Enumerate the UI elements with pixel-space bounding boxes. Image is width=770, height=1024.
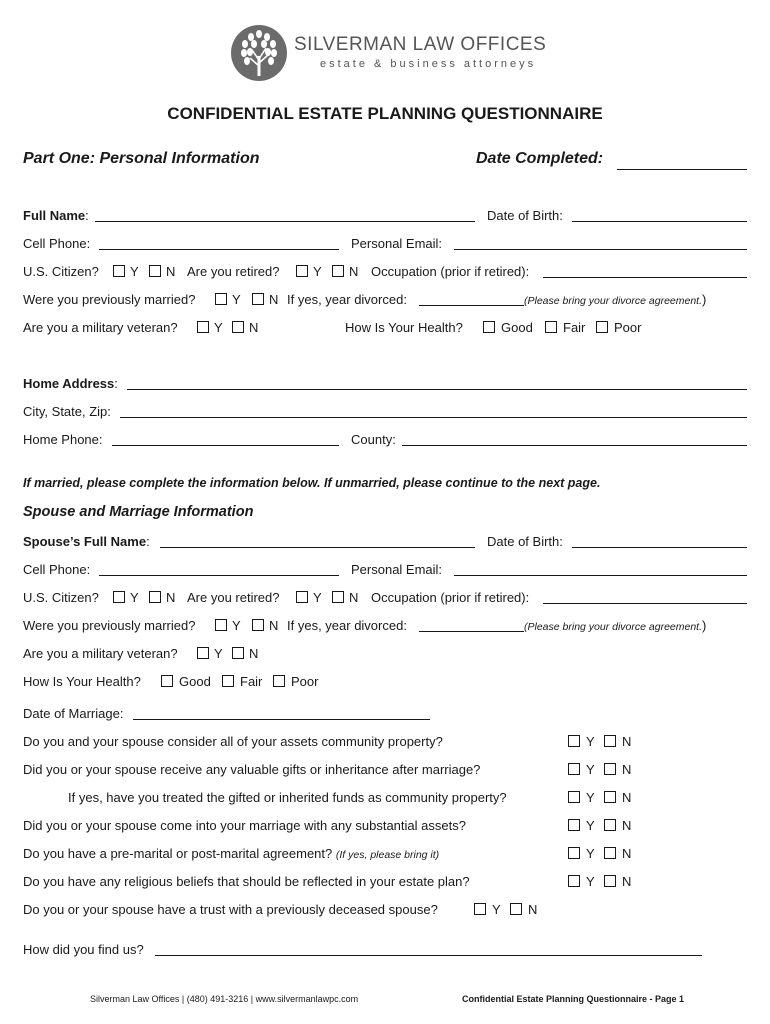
tree-icon <box>230 22 288 84</box>
question-yes-checkbox[interactable] <box>568 847 580 859</box>
yes-label: Y <box>214 646 223 661</box>
spouse-citizen-yes-checkbox[interactable] <box>113 591 125 603</box>
yes-label: Y <box>586 790 595 805</box>
spouse-health-fair-checkbox[interactable] <box>222 675 234 687</box>
home-address-label: Home Address: <box>23 376 118 391</box>
no-label: N <box>166 264 176 279</box>
no-label: N <box>528 902 538 917</box>
spouse-occupation-field[interactable] <box>543 603 747 604</box>
spouse-prev-married-yes-checkbox[interactable] <box>215 619 227 631</box>
question-yes-checkbox[interactable] <box>568 875 580 887</box>
personal-email-field[interactable] <box>454 249 747 250</box>
good-label: Good <box>179 674 211 689</box>
yes-label: Y <box>586 874 595 889</box>
veteran-no-checkbox[interactable] <box>232 321 244 333</box>
question-no-checkbox[interactable] <box>604 875 616 887</box>
no-label: N <box>349 590 359 605</box>
spouse-veteran-no-checkbox[interactable] <box>232 647 244 659</box>
yes-label: Y <box>232 292 241 307</box>
yes-label: Y <box>586 846 595 861</box>
no-label: N <box>166 590 176 605</box>
footer-page-label: Confidential Estate Planning Questionnaire - Page 1 <box>462 994 685 1004</box>
question-text: Did you or your spouse receive any valuable gifts or inheritance after marriage? <box>23 762 481 777</box>
question-no-checkbox[interactable] <box>604 847 616 859</box>
county-label: County: <box>351 432 396 447</box>
full-name-field[interactable] <box>95 221 475 222</box>
spouse-dob-field[interactable] <box>572 547 747 548</box>
personal-email-label: Personal Email: <box>351 236 443 251</box>
yes-label: Y <box>586 762 595 777</box>
divorce-note: (Please bring your divorce agreement.) <box>524 292 707 307</box>
home-address-field[interactable] <box>127 389 747 390</box>
no-label: N <box>622 818 632 833</box>
spouse-veteran-label: Are you a military veteran? <box>23 646 178 661</box>
question-row <box>0 843 770 865</box>
footer-contact: Silverman Law Offices | (480) 491-3216 | www.silvermanlawpc.com <box>90 994 359 1004</box>
no-label: N <box>622 790 632 805</box>
spouse-cell-phone-field[interactable] <box>99 575 339 576</box>
spouse-previously-married-label: Were you previously married? <box>23 618 196 633</box>
date-completed-field[interactable] <box>617 169 747 170</box>
no-label: N <box>622 846 632 861</box>
question-text: Do you or your spouse have a trust with a previously deceased spouse? <box>23 902 438 917</box>
previously-married-label: Were you previously married? <box>23 292 196 307</box>
page-title: CONFIDENTIAL ESTATE PLANNING QUESTIONNAIRE <box>167 104 603 123</box>
year-divorced-label: If yes, year divorced: <box>287 292 407 307</box>
fair-label: Fair <box>563 320 586 335</box>
good-label: Good <box>501 320 533 335</box>
spouse-retired-label: Are you retired? <box>187 590 280 605</box>
veteran-yes-checkbox[interactable] <box>197 321 209 333</box>
yes-label: Y <box>214 320 223 335</box>
health-good-checkbox[interactable] <box>483 321 495 333</box>
question-text: Do you have any religious beliefs that should be reflected in your estate plan? <box>23 874 470 889</box>
question-text: Do you and your spouse consider all of your assets community property? <box>23 734 443 749</box>
no-label: N <box>622 874 632 889</box>
spouse-heading: Spouse and Marriage Information <box>23 504 254 520</box>
question-row <box>0 787 770 809</box>
spouse-health-good-checkbox[interactable] <box>161 675 173 687</box>
retired-yes-checkbox[interactable] <box>296 265 308 277</box>
cell-phone-label: Cell Phone: <box>23 236 91 251</box>
question-no-checkbox[interactable] <box>604 763 616 775</box>
spouse-email-field[interactable] <box>454 575 747 576</box>
question-no-checkbox[interactable] <box>604 819 616 831</box>
poor-label: Poor <box>291 674 319 689</box>
yes-label: Y <box>130 264 139 279</box>
spouse-health-poor-checkbox[interactable] <box>273 675 285 687</box>
year-divorced-field[interactable] <box>419 305 524 306</box>
married-instruction: If married, please complete the information below. If unmarried, please continue to the next page. <box>23 476 601 490</box>
no-label: N <box>622 762 632 777</box>
date-of-marriage-field[interactable] <box>133 719 430 720</box>
no-label: N <box>269 292 279 307</box>
spouse-cell-phone-label: Cell Phone: <box>23 562 91 577</box>
spouse-year-divorced-label: If yes, year divorced: <box>287 618 407 633</box>
fair-label: Fair <box>240 674 263 689</box>
question-text: Do you have a pre-marital or post-marital agreement? (If yes, please bring it) <box>23 846 440 861</box>
prev-married-no-checkbox[interactable] <box>252 293 264 305</box>
retired-no-checkbox[interactable] <box>332 265 344 277</box>
question-yes-checkbox[interactable] <box>474 903 486 915</box>
yes-label: Y <box>313 264 322 279</box>
yes-label: Y <box>232 618 241 633</box>
county-field[interactable] <box>402 445 747 446</box>
spouse-veteran-yes-checkbox[interactable] <box>197 647 209 659</box>
home-phone-label: Home Phone: <box>23 432 103 447</box>
part-one-heading: Part One: Personal Information <box>23 150 260 167</box>
spouse-retired-yes-checkbox[interactable] <box>296 591 308 603</box>
occupation-field[interactable] <box>543 277 747 278</box>
letterhead <box>230 22 550 86</box>
yes-label: Y <box>313 590 322 605</box>
question-text: Did you or your spouse come into your marriage with any substantial assets? <box>23 818 466 833</box>
date-completed-label: Date Completed: <box>476 150 604 167</box>
question-row <box>0 899 770 921</box>
yes-label: Y <box>492 902 501 917</box>
question-no-checkbox[interactable] <box>510 903 522 915</box>
no-label: N <box>349 264 359 279</box>
no-label: N <box>269 618 279 633</box>
spouse-us-citizen-label: U.S. Citizen? <box>23 590 99 605</box>
spouse-full-name-label: Spouse’s Full Name: <box>23 534 150 549</box>
firm-tagline: estate & business attorneys <box>320 58 537 70</box>
question-yes-checkbox[interactable] <box>568 791 580 803</box>
spouse-email-label: Personal Email: <box>351 562 443 577</box>
spouse-occupation-label: Occupation (prior if retired): <box>371 590 530 605</box>
find-us-label: How did you find us? <box>23 942 144 957</box>
prev-married-yes-checkbox[interactable] <box>215 293 227 305</box>
spouse-citizen-no-checkbox[interactable] <box>149 591 161 603</box>
spouse-divorce-note: (Please bring your divorce agreement.) <box>524 618 707 633</box>
home-phone-field[interactable] <box>112 445 339 446</box>
cell-phone-field[interactable] <box>99 249 339 250</box>
question-row <box>0 871 770 893</box>
question-yes-checkbox[interactable] <box>568 735 580 747</box>
full-name-label: Full Name: <box>23 208 89 223</box>
spouse-year-divorced-field[interactable] <box>419 631 524 632</box>
us-citizen-no-checkbox[interactable] <box>149 265 161 277</box>
military-veteran-label: Are you a military veteran? <box>23 320 178 335</box>
poor-label: Poor <box>614 320 642 335</box>
question-row <box>0 759 770 781</box>
no-label: N <box>249 646 259 661</box>
spouse-health-label: How Is Your Health? <box>23 674 141 689</box>
city-state-zip-field[interactable] <box>120 417 747 418</box>
spouse-prev-married-no-checkbox[interactable] <box>252 619 264 631</box>
yes-label: Y <box>586 734 595 749</box>
dob-label: Date of Birth: <box>487 208 563 223</box>
occupation-label: Occupation (prior if retired): <box>371 264 530 279</box>
spouse-dob-label: Date of Birth: <box>487 534 563 549</box>
question-row <box>0 815 770 837</box>
question-no-checkbox[interactable] <box>604 791 616 803</box>
find-us-field[interactable] <box>155 955 702 956</box>
city-state-zip-label: City, State, Zip: <box>23 404 111 419</box>
spouse-retired-no-checkbox[interactable] <box>332 591 344 603</box>
yes-label: Y <box>130 590 139 605</box>
no-label: N <box>622 734 632 749</box>
dob-field[interactable] <box>572 221 747 222</box>
question-no-checkbox[interactable] <box>604 735 616 747</box>
yes-label: Y <box>586 818 595 833</box>
no-label: N <box>249 320 259 335</box>
question-yes-checkbox[interactable] <box>568 763 580 775</box>
us-citizen-yes-checkbox[interactable] <box>113 265 125 277</box>
question-yes-checkbox[interactable] <box>568 819 580 831</box>
firm-name: SILVERMAN LAW OFFICES <box>294 34 547 55</box>
retired-label: Are you retired? <box>187 264 280 279</box>
date-of-marriage-label: Date of Marriage: <box>23 706 124 721</box>
health-poor-checkbox[interactable] <box>596 321 608 333</box>
question-text: If yes, have you treated the gifted or inherited funds as community property? <box>68 790 507 805</box>
question-row <box>0 731 770 753</box>
us-citizen-label: U.S. Citizen? <box>23 264 99 279</box>
spouse-full-name-field[interactable] <box>160 547 475 548</box>
health-fair-checkbox[interactable] <box>545 321 557 333</box>
health-label: How Is Your Health? <box>345 320 463 335</box>
